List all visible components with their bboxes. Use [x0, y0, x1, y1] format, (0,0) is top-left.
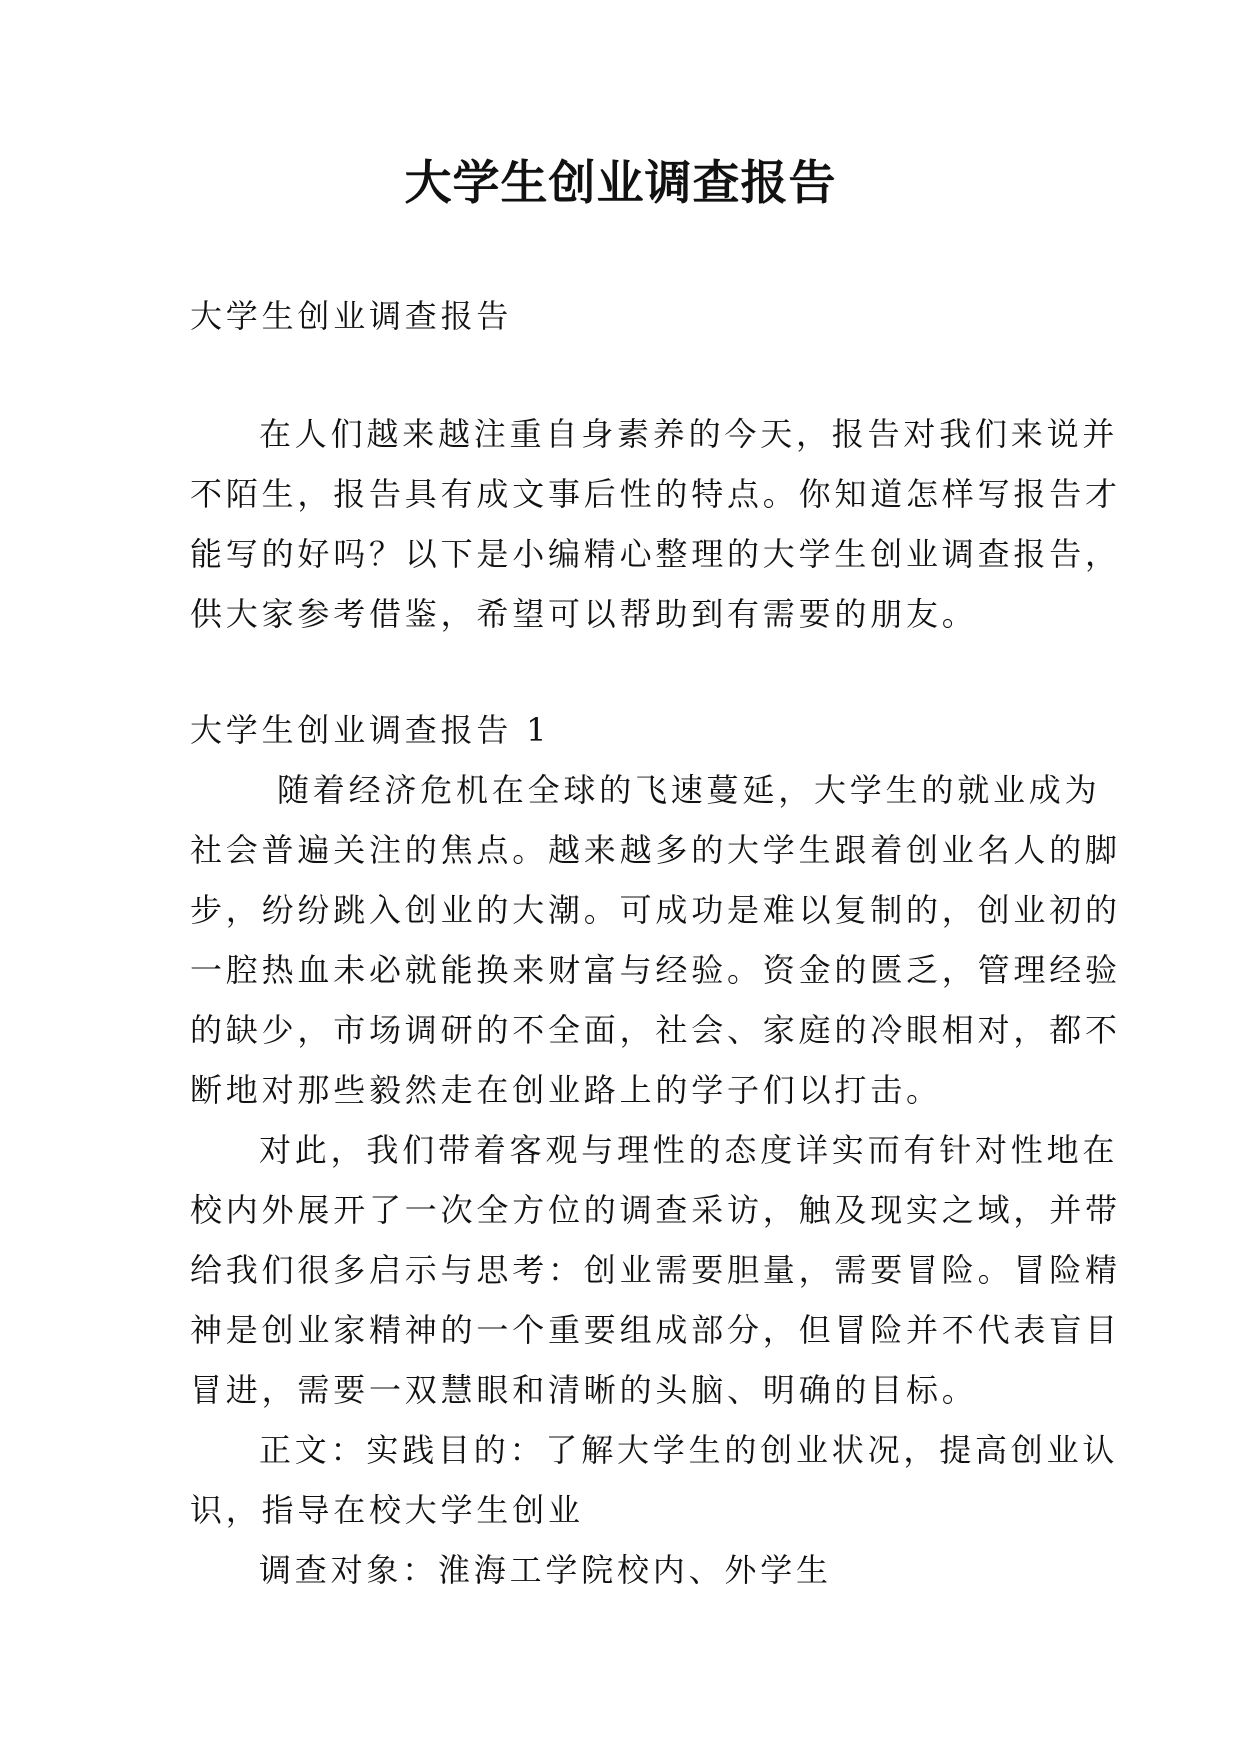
section-paragraph — [190, 1540, 1060, 1600]
paragraph-line: 能写的好吗？以下是小编精心整理的大学生创业调查报告， — [190, 535, 1121, 573]
paragraph-line: 一腔热血未必就能换来财富与经验。资金的匮乏，管理经验 — [190, 951, 1121, 989]
paragraph-line: 神是创业家精神的一个重要组成部分，但冒险并不代表盲目 — [190, 1311, 1121, 1349]
paragraph-line: 校内外展开了一次全方位的调查采访，触及现实之域，并带 — [190, 1191, 1121, 1229]
section-paragraph — [190, 1420, 1119, 1540]
section-paragraph — [190, 760, 1121, 1120]
paragraph-gap — [190, 644, 1060, 700]
paragraph-line: 社会普遍关注的焦点。越来越多的大学生跟着创业名人的脚 — [190, 831, 1121, 869]
paragraph-line: 步，纷纷跳入创业的大潮。可成功是难以复制的，创业初的 — [190, 891, 1121, 929]
paragraph-line: 随着经济危机在全球的飞速蔓延，大学生的就业成为 — [277, 771, 1101, 809]
paragraph-line: 调查对象：淮海工学院校内、外学生 — [259, 1551, 832, 1589]
paragraph-line: 供大家参考借鉴，希望可以帮助到有需要的朋友。 — [190, 595, 978, 633]
paragraph-line: 对此，我们带着客观与理性的态度详实而有针对性地在 — [259, 1131, 1119, 1169]
paragraph-line: 断地对那些毅然走在创业路上的学子们以打击。 — [190, 1071, 942, 1109]
paragraph-line: 冒进，需要一双慧眼和清晰的头脑、明确的目标。 — [190, 1371, 978, 1409]
section-paragraph — [190, 1120, 1121, 1420]
intro-paragraph — [190, 404, 1121, 644]
paragraph-gap — [190, 346, 1060, 404]
document-body — [190, 286, 1121, 1600]
paragraph-line: 识，指导在校大学生创业 — [190, 1491, 584, 1529]
paragraph-line: 在人们越来越注重自身素养的今天，报告对我们来说并 — [259, 415, 1119, 453]
paragraph-line: 正文：实践目的：了解大学生的创业状况，提高创业认 — [259, 1431, 1119, 1469]
document-subtitle: 大学生创业调查报告 — [190, 297, 513, 335]
paragraph-line: 不陌生，报告具有成文事后性的特点。你知道怎样写报告才 — [190, 475, 1121, 513]
document-title: 大学生创业调查报告 — [404, 156, 837, 211]
paragraph-line: 的缺少，市场调研的不全面，社会、家庭的冷眼相对，都不 — [190, 1011, 1121, 1049]
paragraph-line: 给我们很多启示与思考：创业需要胆量，需要冒险。冒险精 — [190, 1251, 1121, 1289]
section-heading: 大学生创业调查报告 1 — [190, 711, 551, 749]
